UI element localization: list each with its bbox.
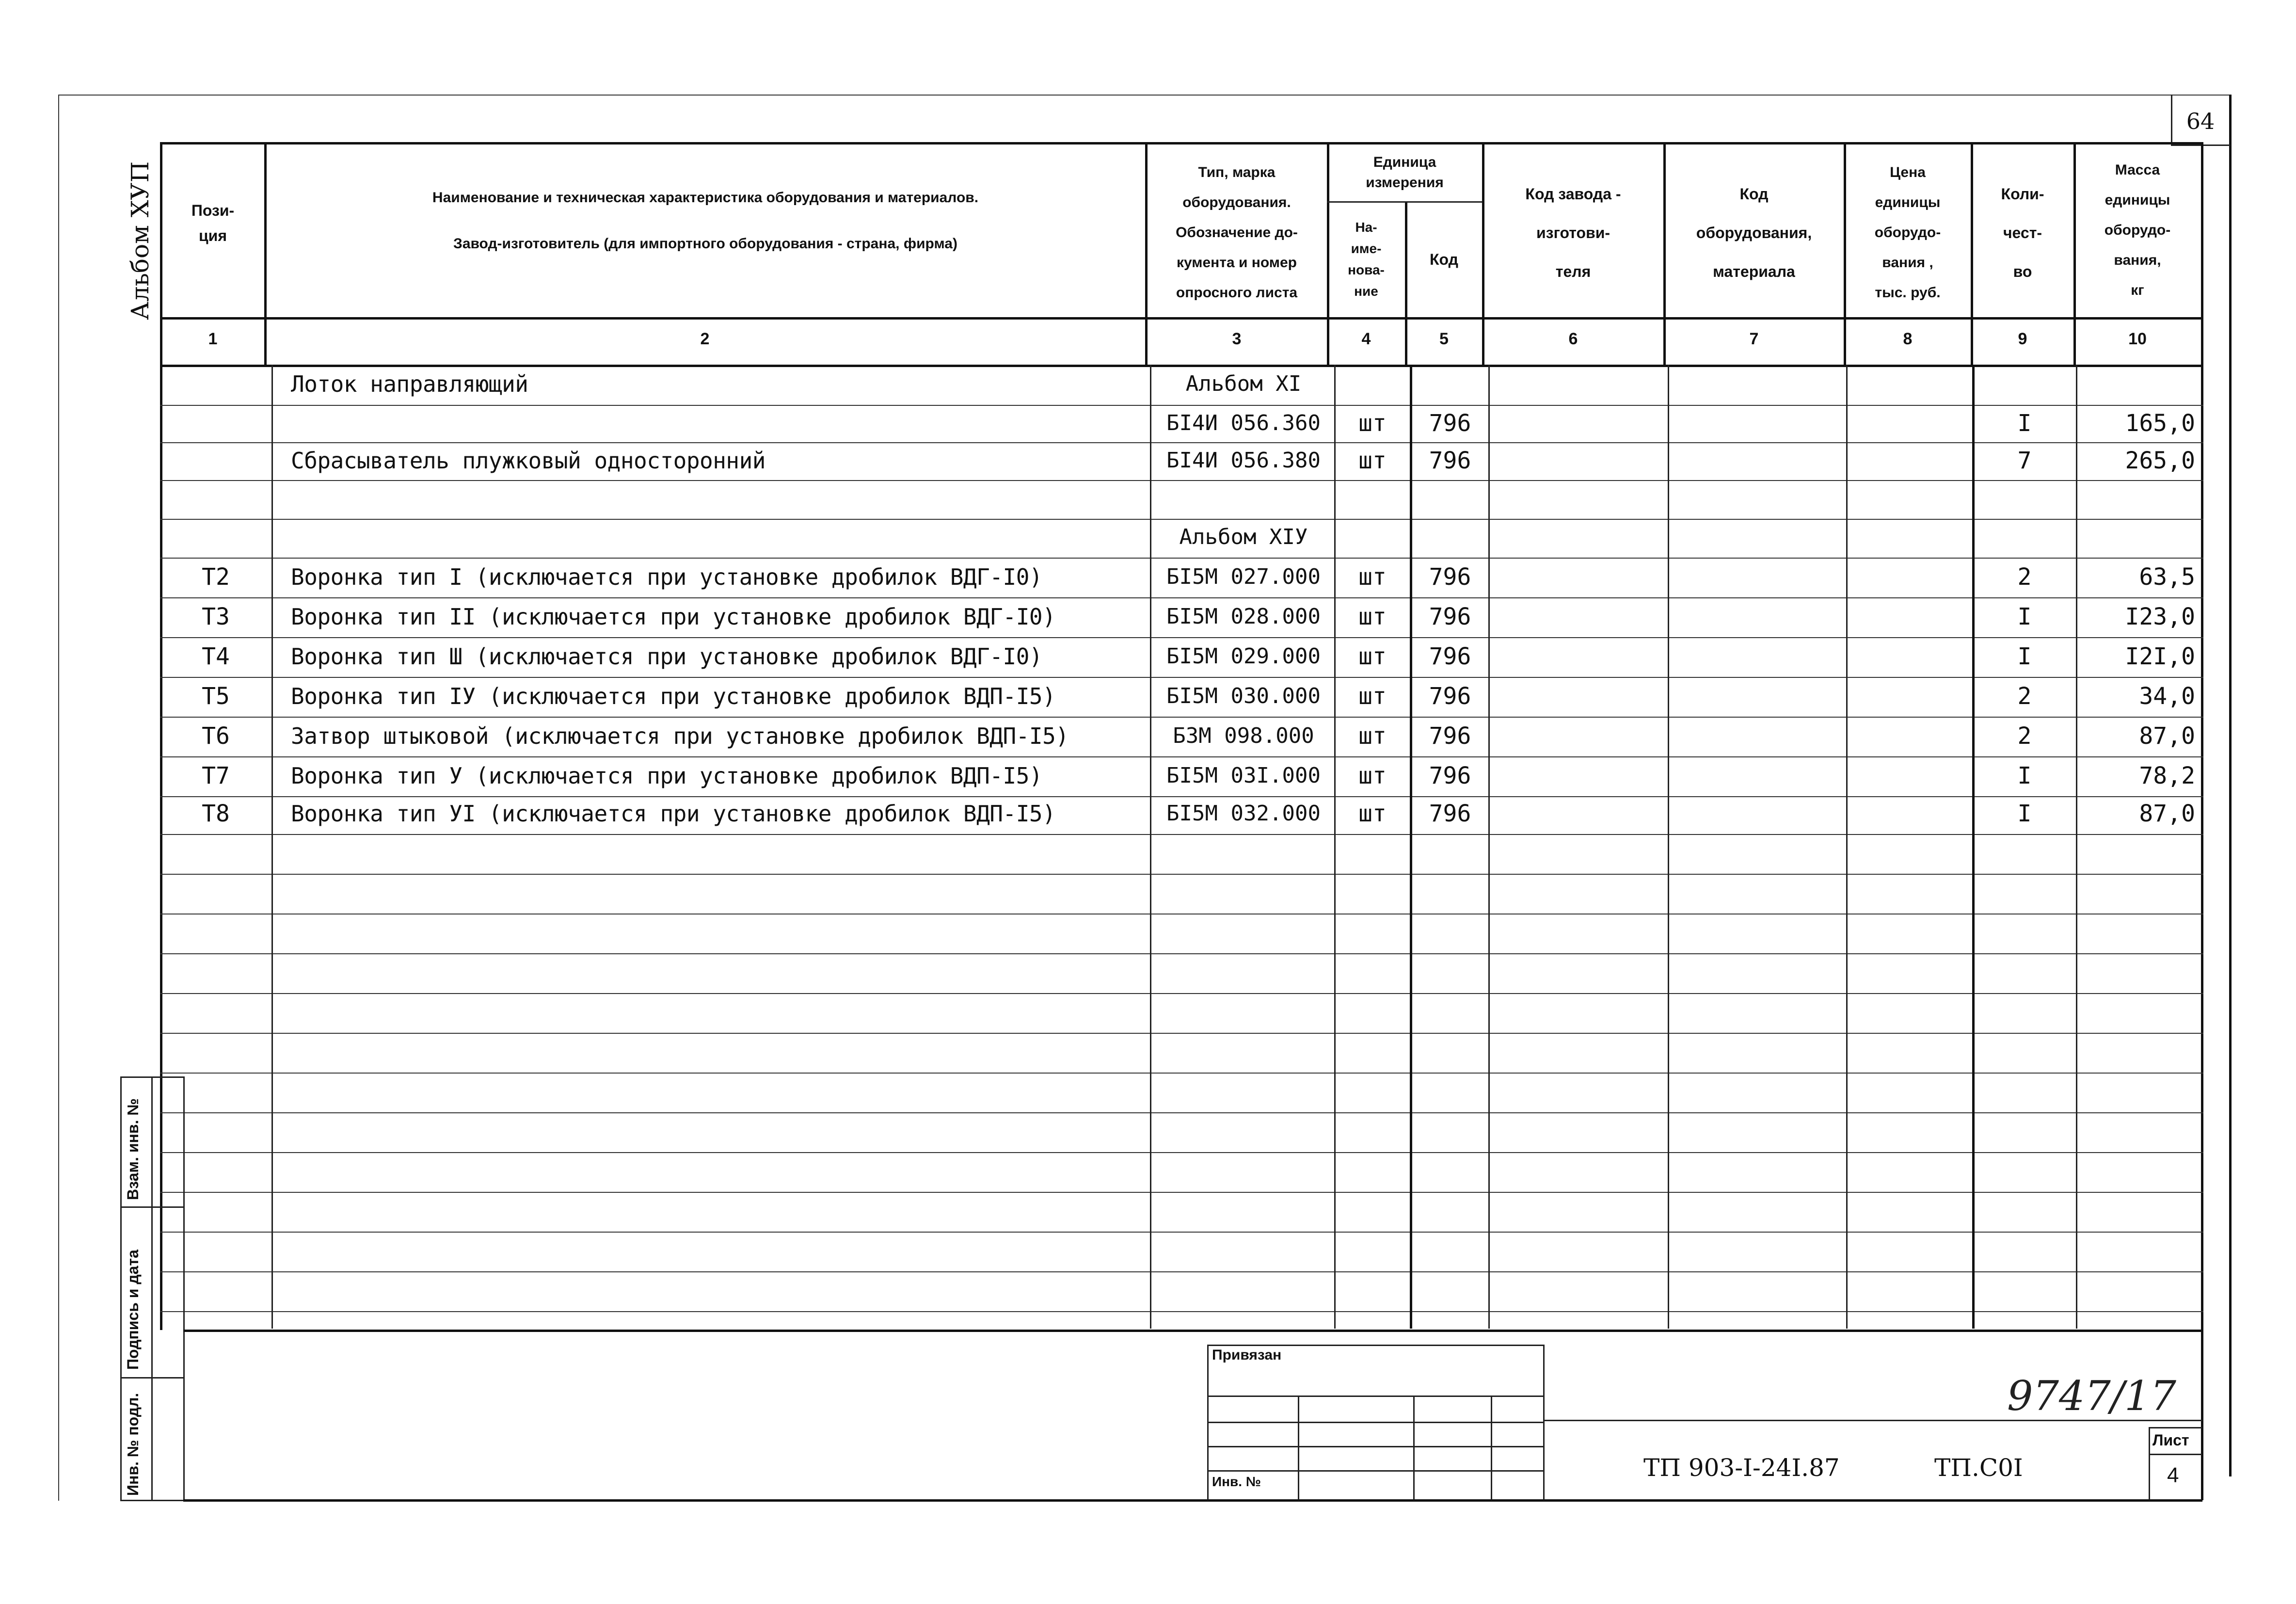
unit-code-cell: 796 (1429, 447, 1471, 474)
name-cell: Лоток направляющий (291, 371, 528, 397)
unit-code-cell: 796 (1429, 722, 1471, 750)
inv-no-label: Инв. № (1212, 1474, 1261, 1489)
quantity-cell: 2 (2017, 722, 2032, 750)
column-number-6: 6 (1568, 330, 1578, 348)
side-stamp-bottom (120, 1500, 183, 1501)
column-number-10: 10 (2128, 330, 2147, 348)
outer-frame-top (58, 95, 2230, 96)
unit-name-cell: шт (1358, 800, 1387, 827)
privyazan-row-1 (1207, 1395, 1544, 1397)
name-cell: Воронка тип У (исключается при установке дробилок ВДП-I5) (291, 763, 1043, 789)
sheet-number: 4 (2167, 1463, 2179, 1487)
document-cell: БI5М 030.000 (1166, 684, 1321, 708)
quantity-cell: I (2017, 410, 2032, 437)
unit-code-cell: 796 (1429, 800, 1471, 827)
row-line (160, 953, 2203, 954)
row-line (160, 442, 2203, 443)
column-number-4: 4 (1361, 330, 1371, 348)
document-cell: Альбом XIУ (1179, 525, 1308, 549)
body-sep-5 (1488, 365, 1490, 1329)
header-unit: Единица измерения (1366, 154, 1444, 191)
privyazan-col-2 (1413, 1395, 1415, 1500)
quantity-cell: I (2017, 603, 2032, 630)
body-sep-1 (271, 365, 273, 1329)
mass-cell: 87,0 (2139, 800, 2195, 827)
sheet-label: Лист (2152, 1431, 2189, 1449)
header-unit-name: На- име- нова- ние (1348, 220, 1385, 299)
body-sep-4 (1410, 365, 1412, 1329)
name-cell: Воронка тип Ш (исключается при установке дробилок ВДГ-I0) (291, 643, 1043, 670)
unit-code-cell: 796 (1429, 603, 1471, 630)
header-bottom-line (160, 317, 2203, 320)
sheet-code: ТП.С0I (1934, 1454, 2023, 1482)
privyazan-col-3 (1491, 1395, 1492, 1500)
unit-code-cell: 796 (1429, 762, 1471, 789)
document-cell: БI4И 056.360 (1166, 411, 1321, 435)
row-line (160, 558, 2203, 559)
row-line (160, 519, 2203, 520)
quantity-cell: 7 (2017, 447, 2032, 474)
row-line (160, 834, 2203, 835)
unit-name-cell: шт (1358, 447, 1387, 474)
column-number-2: 2 (700, 330, 710, 348)
name-cell: Воронка тип УI (исключается при установке дробилок ВДП-I5) (291, 801, 1056, 827)
side-label-podpis: Подпись и дата (124, 1250, 142, 1370)
mass-cell: 34,0 (2139, 683, 2195, 710)
body-sep-3 (1334, 365, 1336, 1329)
handwritten-number: 9747/17 (2007, 1372, 2176, 1420)
side-label-vzam: Взам. инв. № (124, 1098, 142, 1200)
column-number-8: 8 (1903, 330, 1913, 348)
position-cell: Т5 (202, 683, 230, 710)
unit-name-cell: шт (1358, 722, 1387, 750)
row-line (160, 1271, 2203, 1272)
side-stamp-div-1 (120, 1206, 183, 1208)
row-line (160, 1073, 2203, 1074)
privyazan-label: Привязан (1212, 1347, 1282, 1363)
unit-name-cell: шт (1358, 683, 1387, 710)
position-cell: Т7 (202, 762, 230, 789)
name-cell: Воронка тип I (исключается при установке дробилок ВДГ-I0) (291, 564, 1043, 590)
row-line (160, 1112, 2203, 1113)
unit-code-cell: 796 (1429, 643, 1471, 670)
privyazan-row-2 (1207, 1422, 1544, 1423)
mass-cell: I23,0 (2125, 603, 2195, 630)
document-cell: БI5М 028.000 (1166, 604, 1321, 629)
mass-cell: I2I,0 (2125, 643, 2195, 670)
header-name: Наименование и техническая характеристика оборудования и материалов. Завод-изготовитель (для импортного оборудования - страна, фирма) (432, 190, 979, 252)
position-cell: Т3 (202, 603, 230, 630)
document-cell: Б3М 098.000 (1173, 723, 1314, 748)
album-side-label: Альбом ХУП (126, 161, 154, 320)
header-position: Пози- ция (191, 202, 235, 244)
header-mass: Масса единицы оборудо- вания, кг (2104, 162, 2171, 298)
row-line (160, 796, 2203, 797)
side-stamp-left (120, 1076, 122, 1501)
row-line (160, 993, 2203, 994)
row-line (160, 1232, 2203, 1233)
mass-cell: 265,0 (2125, 447, 2195, 474)
side-label-inv-podl: Инв. № подл. (124, 1393, 142, 1496)
mass-cell: 63,5 (2139, 563, 2195, 591)
page-number: 64 (2186, 108, 2215, 134)
page-number-box-bottom (2171, 144, 2230, 146)
side-stamp-mid (151, 1076, 153, 1501)
unit-name-cell: шт (1358, 410, 1387, 437)
document-cell: Альбом XI (1185, 371, 1302, 396)
header-type-document: Тип, марка оборудования. Обозначение до- кумента и номер опросного листа (1176, 164, 1298, 301)
row-line (160, 597, 2203, 598)
side-stamp-top (120, 1076, 183, 1078)
stamp-top-line (183, 1330, 2202, 1332)
privyazan-row-3 (1207, 1446, 1544, 1447)
row-line (160, 717, 2203, 718)
position-cell: Т8 (202, 800, 230, 827)
document-cell: БI5М 03I.000 (1166, 763, 1321, 788)
row-line (160, 1192, 2203, 1193)
body-sep-2 (1150, 365, 1151, 1329)
quantity-cell: I (2017, 643, 2032, 670)
unit-name-cell: шт (1358, 762, 1387, 789)
unit-code-cell: 796 (1429, 683, 1471, 710)
unit-name-cell: шт (1358, 563, 1387, 591)
privyazan-top (1207, 1345, 1544, 1346)
sheet-box-top (2149, 1427, 2202, 1428)
side-stamp-div-2 (120, 1377, 183, 1379)
colnum-bottom-line (160, 365, 2203, 367)
unit-name-cell: шт (1358, 603, 1387, 630)
row-line (160, 677, 2203, 678)
row-line (160, 1152, 2203, 1153)
header-unit-code: Код (1430, 251, 1458, 268)
stamp-right-line (2201, 1330, 2203, 1500)
column-number-5: 5 (1439, 330, 1449, 348)
row-line (160, 480, 2203, 481)
unit-code-cell: 796 (1429, 410, 1471, 437)
privyazan-row-4 (1207, 1470, 1544, 1472)
row-line (160, 637, 2203, 638)
header-top-line (160, 142, 2203, 144)
unit-name-cell: шт (1358, 643, 1387, 670)
name-cell: Воронка тип IУ (исключается при установке дробилок ВДП-I5) (291, 683, 1056, 709)
position-cell: Т6 (202, 722, 230, 750)
row-line (160, 405, 2203, 406)
row-line (160, 1311, 2203, 1312)
position-cell: Т2 (202, 563, 230, 591)
header-quantity: Коли- чест- во (2001, 185, 2044, 280)
side-stamp-right (183, 1076, 185, 1501)
sheet-box-mid (2149, 1454, 2202, 1455)
body-sep-7 (1846, 365, 1848, 1329)
column-number-3: 3 (1232, 330, 1242, 348)
column-number-1: 1 (208, 330, 218, 348)
unit-subheader-line (1327, 201, 1482, 203)
body-sep-8 (1972, 365, 1975, 1329)
column-number-7: 7 (1749, 330, 1759, 348)
document-cell: БI5М 029.000 (1166, 644, 1321, 669)
name-cell: Воронка тип II (исключается при установке дробилок ВДГ-I0) (291, 604, 1056, 630)
row-line (160, 756, 2203, 757)
mass-cell: 165,0 (2125, 410, 2195, 437)
position-cell: Т4 (202, 643, 230, 670)
row-line (160, 874, 2203, 875)
mass-cell: 78,2 (2139, 762, 2195, 789)
body-sep-9 (2076, 365, 2077, 1329)
outer-frame-right (2229, 95, 2232, 1476)
quantity-cell: I (2017, 800, 2032, 827)
document-code: ТП 903-I-24I.87 (1643, 1454, 1840, 1482)
header-price: Цена единицы оборудо- вания , тыс. руб. (1874, 164, 1941, 301)
header-plant-code: Код завода - изготови- теля (1525, 185, 1621, 280)
quantity-cell: I (2017, 762, 2032, 789)
mass-cell: 87,0 (2139, 722, 2195, 750)
privyazan-col-1 (1298, 1395, 1299, 1500)
quantity-cell: 2 (2017, 683, 2032, 710)
title-block-top (1543, 1420, 2202, 1421)
document-cell: БI4И 056.380 (1166, 448, 1321, 473)
stamp-bottom-line (183, 1499, 2202, 1502)
sheet-box-left (2149, 1427, 2150, 1500)
name-cell: Сбрасыватель плужковый односторонний (291, 448, 765, 474)
document-cell: БI5М 027.000 (1166, 564, 1321, 589)
column-number-9: 9 (2018, 330, 2027, 348)
quantity-cell: 2 (2017, 563, 2032, 591)
body-sep-6 (1668, 365, 1669, 1329)
outer-frame-left (58, 95, 59, 1501)
document-cell: БI5М 032.000 (1166, 801, 1321, 826)
header-equipment-code: Код оборудования, материала (1696, 185, 1812, 280)
name-cell: Затвор штыковой (исключается при установке дробилок ВДП-I5) (291, 723, 1069, 749)
row-line (160, 1033, 2203, 1034)
unit-code-cell: 796 (1429, 563, 1471, 591)
